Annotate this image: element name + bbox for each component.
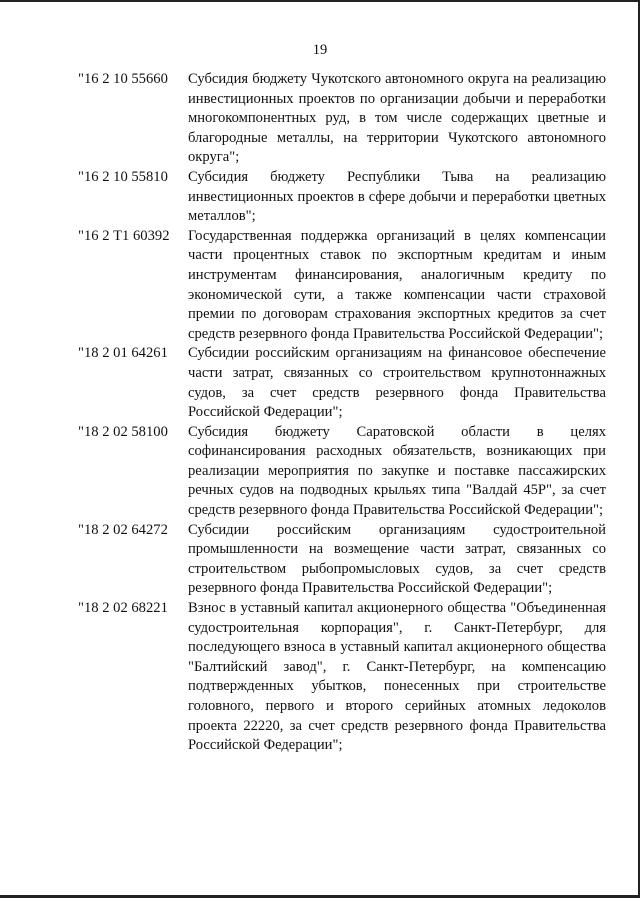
page-number: 19 xyxy=(312,42,328,58)
budget-code: "18 2 01 64261 xyxy=(78,345,168,362)
list-item xyxy=(78,423,606,521)
list-item xyxy=(78,227,606,345)
budget-code: "16 2 Т1 60392 xyxy=(78,227,170,244)
budget-code: "18 2 02 64272 xyxy=(78,521,168,538)
list-item xyxy=(78,599,606,756)
list-item xyxy=(78,70,606,168)
budget-code: "18 2 02 58100 xyxy=(78,423,168,440)
budget-code-description: Государственная поддержка организаций в целях компенсации части процентных ставок по экспортным кредитам и иным инструментам финансирования, аналогичным кредиту по экономической сути, а также компенсации части страховой премии по договорам страхования экспортных кредитов за счет средств резервного фонда Правительства Российской Федерации"; xyxy=(188,227,606,342)
budget-code-list xyxy=(78,70,606,756)
budget-code-description: Субсидия бюджету Чукотского автономного округа на реализацию инвестиционных проектов по организации добычи и переработки многокомпонентных руд, в том числе содержащих цветные и благородные металлы, на территории Чукотского автономного округа"; xyxy=(188,71,606,166)
budget-code: "18 2 02 68221 xyxy=(78,600,168,617)
list-item xyxy=(78,521,606,599)
budget-code: "16 2 10 55660 xyxy=(78,71,168,87)
list-item xyxy=(78,168,606,227)
scan-edge-top xyxy=(0,0,640,2)
list-item xyxy=(78,344,606,422)
budget-code: "16 2 10 55810 xyxy=(78,168,168,185)
budget-code-description: Субсидия бюджету Республики Тыва на реализацию инвестиционных проектов в сфере добычи и переработки цветных металлов"; xyxy=(188,168,606,225)
budget-code-description: Субсидии российским организациям на финансовое обеспечение части затрат, связанных со строительством крупнотоннажных судов, за счет средств резервного фонда Правительства Российской Федерации"; xyxy=(188,345,606,421)
budget-code-description: Взнос в уставный капитал акционерного общества "Объединенная судостроительная корпорация", г. Санкт-Петербург, для последующего взноса в уставный капитал акционерного общества "Балтийский завод", г. Санкт-Петербург, на компенсацию подтвержденных убытков, понесенных при строительстве головного, первого и второго серийных атомных ледоколов проекта 22220, за счет средств резервного фонда Правительства Российской Федерации"; xyxy=(188,600,606,754)
budget-code-description: Субсидия бюджету Саратовской области в целях софинансирования расходных обязательств, возникающих при реализации мероприятия по закупке и поставке пассажирских речных судов на подводных крыльях типа "Валдай 45Р", за счет средств резервного фонда Правительства Российской Федерации"; xyxy=(188,423,606,519)
budget-code-description: Субсидии российским организациям судостроительной промышленности на возмещение части затрат, связанных со строительством рыбопромысловых судов, за счет средств резервного фонда Правительства Российской Федерации"; xyxy=(188,521,606,597)
